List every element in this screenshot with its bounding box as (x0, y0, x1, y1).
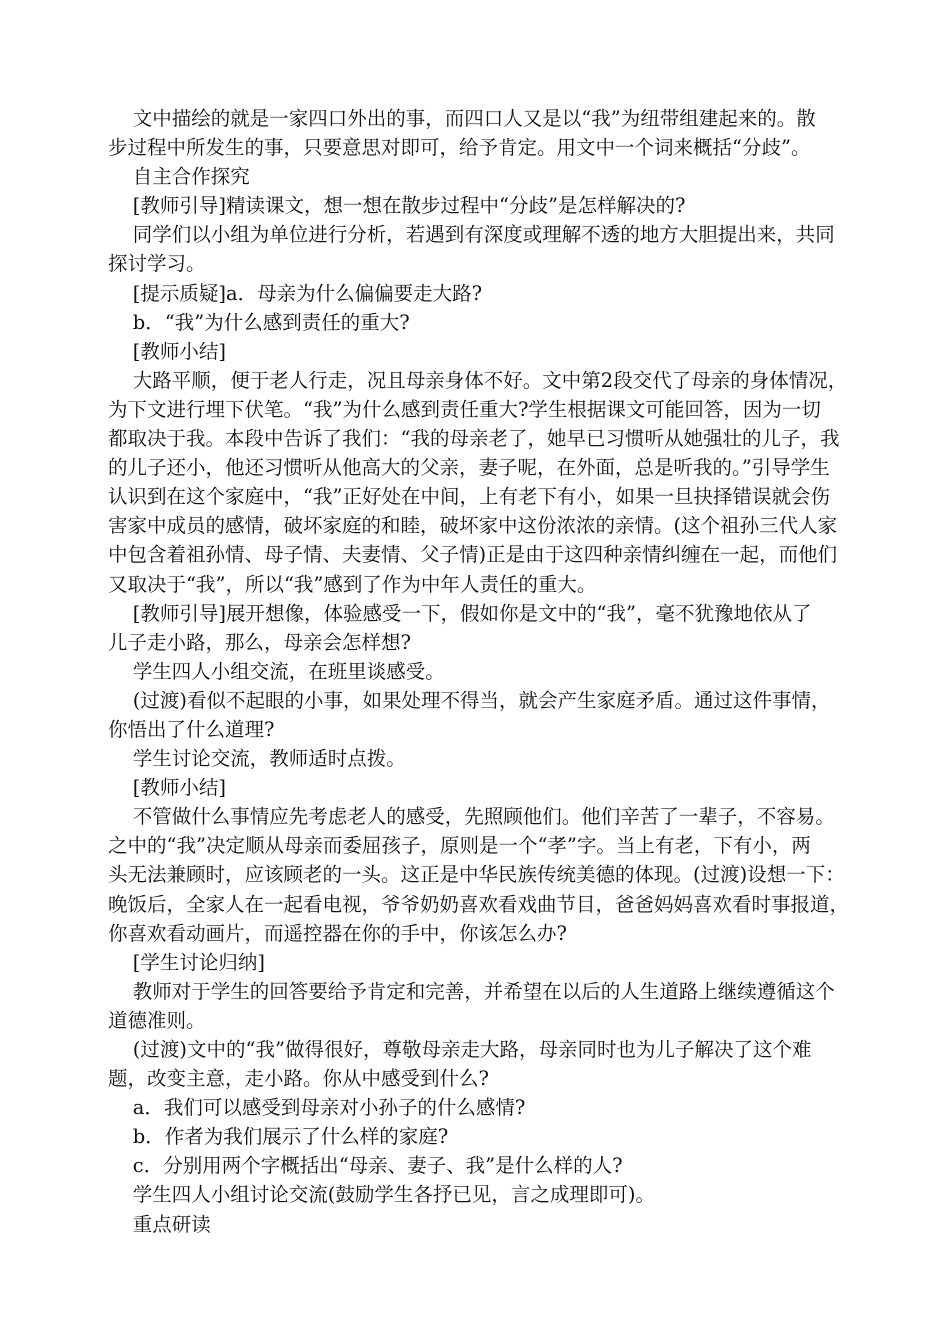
text-line: 学生四人小组交流，在班里谈感受。 (108, 659, 445, 683)
question-line: b．“我”为什么感到责任的重大? (108, 310, 410, 334)
text-line: 教师对于学生的回答要给予肯定和完善，并希望在以后的人生道路上继续遵循这个 (108, 979, 835, 1003)
section-heading: 重点研读 (108, 1212, 211, 1236)
text-line: 步过程中所发生的事，只要意思对即可，给予肯定。用文中一个词来概括“分歧”。 (108, 136, 811, 160)
text-line: (过渡)文中的“我”做得很好，尊敬母亲走大路，母亲同时也为儿子解决了这个难 (108, 1038, 812, 1061)
text-line: 晚饭后，全家人在一起看电视，爷爷奶奶喜欢看戏曲节目，爸爸妈妈喜欢看时事报道， (108, 892, 850, 916)
text-line: 之中的“我”决定顺从母亲而委屈孩子，原则是一个“孝”字。当上有老，下有小，两 (108, 834, 811, 858)
text-line: 认识到在这个家庭中，“我”正好处在中间，上有老下有小，如果一旦抉择错误就会伤 (108, 485, 830, 509)
document-page (108, 104, 852, 1239)
text-line: 害家中成员的感情，破坏家庭的和睦，破坏家中这份浓浓的亲情。(这个祖孙三代人家 (108, 514, 838, 538)
text-line: 为下文进行埋下伏笔。“我”为什么感到责任重大?学生根据课文可能回答，因为一切 (108, 397, 821, 421)
text-line: 你悟出了什么道理? (108, 717, 275, 741)
text-line: 你喜欢看动画片，而遥控器在你的手中，你该怎么办? (108, 921, 567, 945)
text-line: [教师引导]精读课文，想一想在散步过程中“分歧”是怎样解决的? (108, 194, 686, 218)
section-heading: 自主合作探究 (108, 165, 250, 189)
text-line: 又取决于“我”，所以“我”感到了作为中年人责任的重大。 (108, 572, 597, 596)
section-label: [学生讨论归纳] (108, 950, 266, 974)
text-line: 头无法兼顾时，应该顾老的一头。这正是中华民族传统美德的体现。(过渡)设想一下： (108, 863, 845, 887)
question-line: [提示质疑]a．母亲为什么偏偏要走大路? (108, 281, 483, 305)
question-line: a．我们可以感受到母亲对小孙子的什么感情? (108, 1096, 526, 1120)
text-line: 题，改变主意，走小路。你从中感受到什么? (108, 1067, 489, 1091)
text-line: 探讨学习。 (108, 252, 206, 276)
question-line: b．作者为我们展示了什么样的家庭? (108, 1125, 449, 1149)
text-line: 儿子走小路，那么，母亲会怎样想? (108, 630, 411, 654)
text-line: 不管做什么事情应先考虑老人的感受，先照顾他们。他们辛苦了一辈子，不容易。 (108, 805, 835, 829)
text-line: 道德准则。 (108, 1008, 206, 1032)
text-line: 中包含着祖孙情、母子情、夫妻情、父子情)正是由于这四种亲情纠缠在一起，而他们 (108, 543, 838, 567)
text-line: (过渡)看似不起眼的小事，如果处理不得当，就会产生家庭矛盾。通过这件事情， (108, 688, 831, 712)
text-line: 大路平顺，便于老人行走，况且母亲身体不好。文中第2段交代了母亲的身体情况， (108, 368, 848, 392)
text-line: 同学们以小组为单位进行分析，若遇到有深度或理解不透的地方大胆提出来，共同 (108, 223, 835, 247)
text-line: 的儿子还小，他还习惯听从他高大的父亲，妻子呢，在外面，总是听我的。”引导学生 (108, 456, 830, 480)
text-line: [教师引导]展开想像，体验感受一下，假如你是文中的“我”，毫不犹豫地依从了 (108, 601, 812, 625)
text-line: 学生讨论交流，教师适时点拨。 (108, 747, 406, 771)
text-line: 文中描绘的就是一家四口外出的事，而四口人又是以“我”为纽带组建起来的。散 (108, 107, 816, 130)
text-line: 学生四人小组讨论交流(鼓励学生各抒已见，言之成理即可)。 (108, 1183, 656, 1207)
section-label: [教师小结] (108, 776, 227, 800)
section-label: [教师小结] (108, 339, 227, 363)
text-line: 都取决于我。本段中告诉了我们：“我的母亲老了，她早已习惯听从她强壮的儿子，我 (108, 427, 840, 451)
question-line: c．分别用两个字概括出“母亲、妻子、我”是什么样的人? (108, 1154, 623, 1178)
